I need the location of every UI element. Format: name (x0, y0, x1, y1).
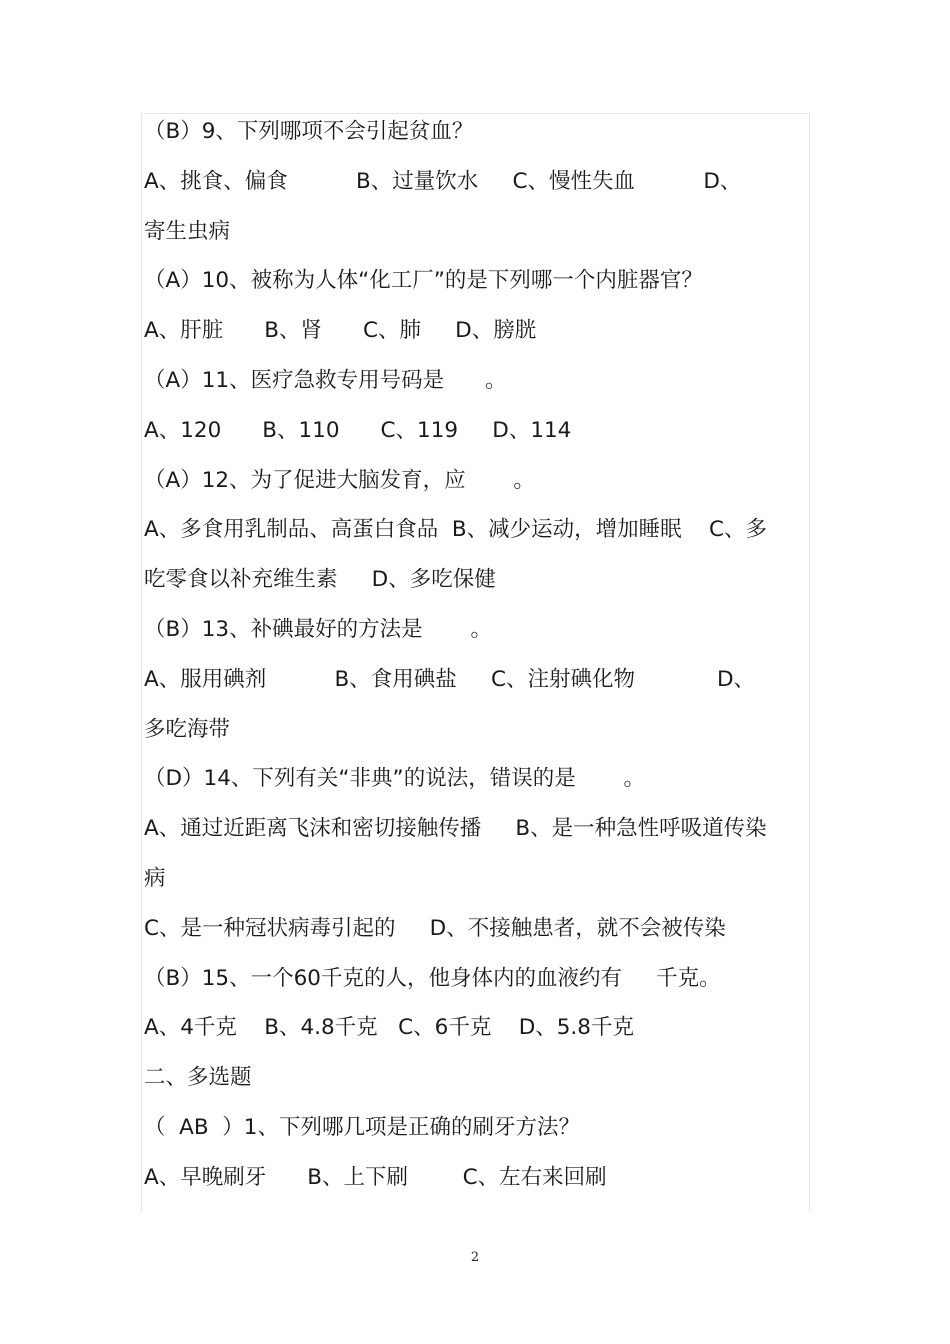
question-12-options-cont: 吃零食以补充维生素 D、多吃保健 (144, 567, 496, 593)
question-10-options: A、肝脏 B、肾 C、肺 D、膀胱 (144, 318, 537, 344)
question-14: （D）14、下列有关“非典”的说法，错误的是 。 (144, 766, 646, 792)
question-11: （A）11、医疗急救专用号码是 。 (144, 367, 507, 393)
section-heading-multiple-choice: 二、多选题 (144, 1065, 252, 1091)
question-14-options: A、通过近距离飞沫和密切接触传播 B、是一种急性呼吸道传染 (144, 816, 767, 842)
document-body (144, 107, 808, 1203)
question-10: （A）10、被称为人体“化工厂”的是下列哪一个内脏器官？ (144, 268, 703, 294)
question-9-options: A、挑食、偏食 B、过量饮水 C、慢性失血 D、 (144, 168, 742, 194)
question-13: （B）13、补碘最好的方法是 。 (144, 616, 492, 642)
question-12-options: A、多食用乳制品、高蛋白食品 B、减少运动，增加睡眠 C、多 (144, 517, 767, 543)
question-12: （A）12、为了促进大脑发育，应 。 (144, 467, 535, 493)
question-13-options-cont: 多吃海带 (144, 716, 231, 742)
question-15-options: A、4千克 B、4.8千克 C、6千克 D、5.8千克 (144, 1015, 634, 1041)
page-number: 2 (470, 1250, 480, 1265)
multi-question-1: （ AB ）1、下列哪几项是正确的刷牙方法？ (144, 1114, 580, 1140)
question-9: （B）9、下列哪项不会引起贫血？ (144, 119, 474, 144)
multi-question-1-options: A、早晚刷牙 B、上下刷 C、左右来回刷 (144, 1164, 607, 1190)
question-14-options-cont: 病 (144, 865, 166, 891)
question-9-options-cont: 寄生虫病 (144, 218, 231, 244)
question-13-options: A、服用碘剂 B、食用碘盐 C、注射碘化物 D、 (144, 666, 756, 692)
question-11-options: A、120 B、110 C、119 D、114 (144, 417, 572, 443)
question-15: （B）15、一个60千克的人，他身体内的血液约有 千克。 (144, 965, 721, 991)
question-14-options-2: C、是一种冠状病毒引起的 D、不接触患者，就不会被传染 (144, 915, 726, 941)
